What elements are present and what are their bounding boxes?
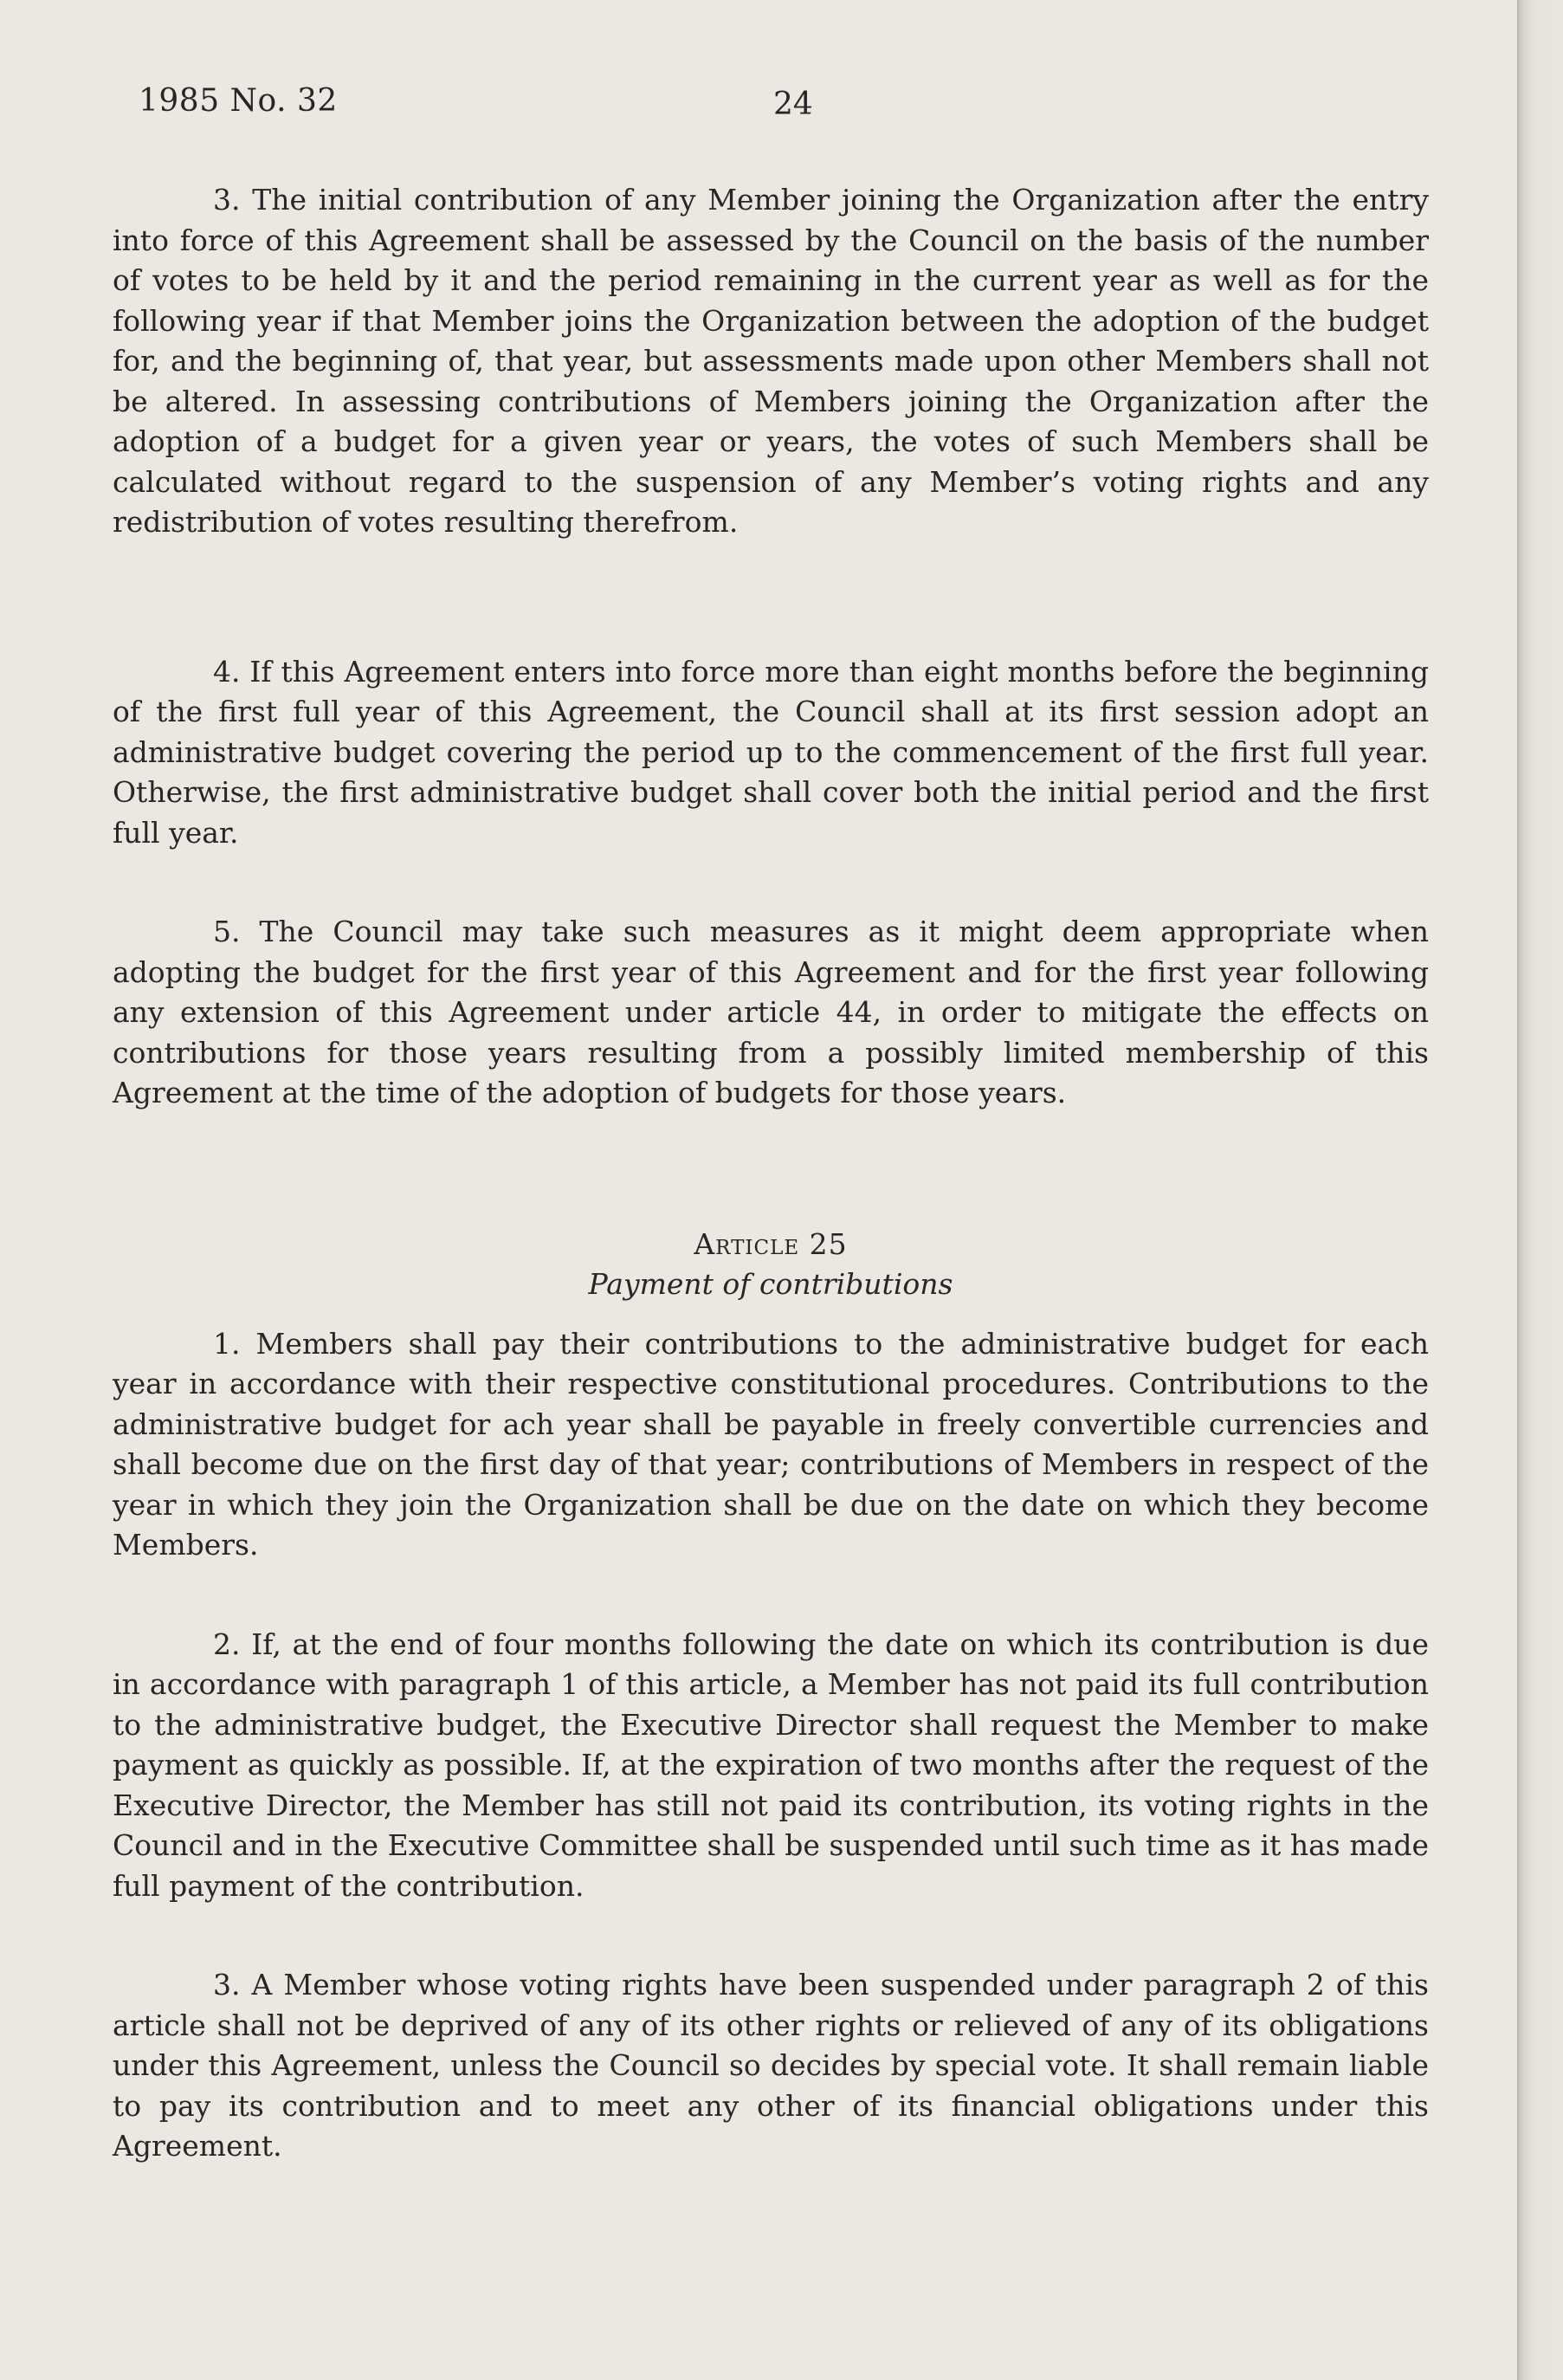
paragraph-4: 4. If this Agreement enters into force more than eight months before the beginning of the first full year of this Agreement, the Council shall at its first session adopt an administrative budget covering the period up to the commencement of the first full year. Otherwise, the first administrative budget shall cover both the initial period and the first full year. <box>113 654 1429 850</box>
page-body <box>113 180 1429 2167</box>
page-number: 24 <box>773 87 813 122</box>
paragraph-3: 3. The initial contribution of any Member joining the Organization after the entry into force of this Agreement shall be assessed by the Council on the basis of the number of votes to be held by it and the period remaining in the current year as well as for the following year if that Member joins the Organization between the adoption of the budget for, and the beginning of, that year, but assessments made upon other Members shall not be altered. In assessing contributions of Members joining the Organization after the adoption of a budget for a given year or years, the votes of such Members shall be calculated without regard to the suspension of any Member’s voting rights and any redistribution of votes resulting therefrom. <box>113 183 1429 539</box>
article-heading <box>113 1225 1429 1265</box>
paragraph-5: 5. The Council may take such measures as it might deem appropriate when adopting the budget for the first year of this Agreement and for the first year following any extension of this Agreement under article 44, in order to mitigate the effects on contributions for those years resulting from a possibly limited membership of this Agreement at the time of the adoption of budgets for those years. <box>113 915 1429 1109</box>
article-title: Payment of contributions <box>588 1267 953 1301</box>
article-paragraph-2: 2. If, at the end of four months following the date on which its contribution is due in accordance with paragraph 1 of this article, a Member has not paid its full contribution to the administrative budget, the Executive Director shall request the Member to make payment as quickly as possible. If, at the expiration of two months after the request of the Executive Director, the Member has still not paid its contribution, its voting rights in the Council and in the Executive Committee shall be suspended until such time as it has made full payment of the contribution. <box>113 1627 1429 1903</box>
article-paragraph-1: 1. Members shall pay their contributions to the administrative budget for each year in accordance with their respective constitutional procedures. Contributions to the administrative budget for ach year shall be payable in freely convertible currencies and shall become due on the first day of that year; contributions of Members in respect of the year in which they join the Organization shall be due on the date on which they become Members. <box>113 1326 1429 1562</box>
statute-citation: 1985 No. 32 <box>139 83 338 119</box>
article-heading-text: Article 25 <box>694 1226 848 1261</box>
article-paragraph-3: 3. A Member whose voting rights have been suspended under paragraph 2 of this article shall not be deprived of any of its other rights or relieved of any of its obligations under this Agreement, unless the Council so decides by special vote. It shall remain liable to pay its contribution and to meet any other of its financial obligations under this Agreement. <box>113 1968 1429 2163</box>
page-edge <box>1517 0 1563 2380</box>
